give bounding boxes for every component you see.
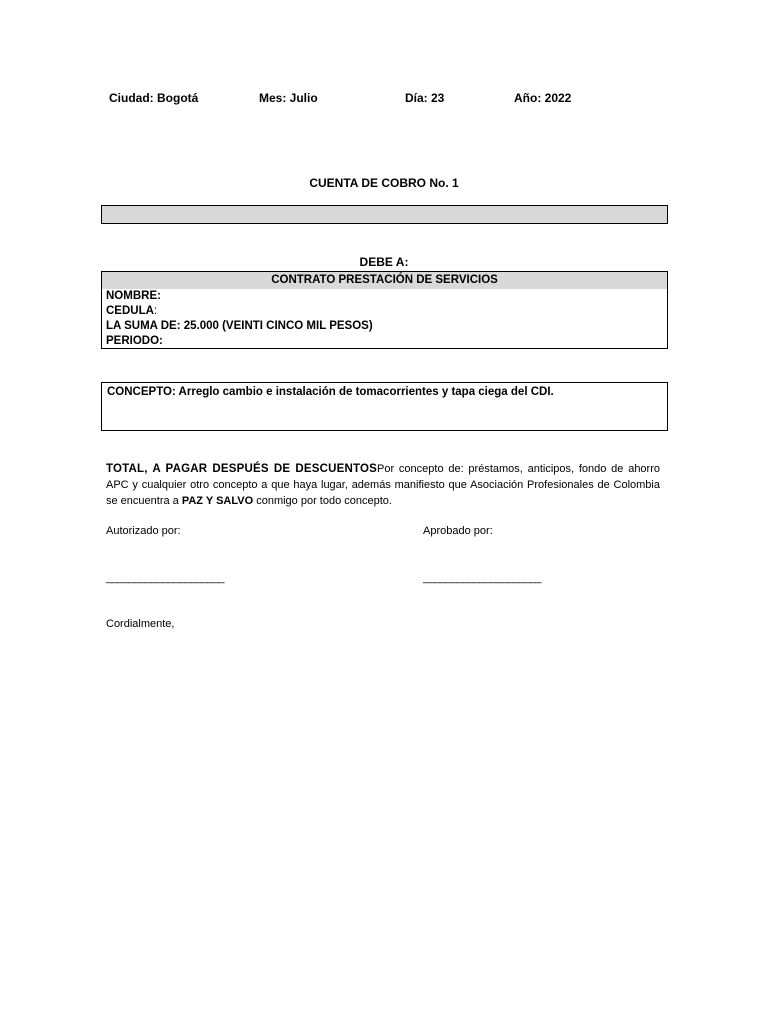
signature-line-left: _____________________ (106, 572, 224, 584)
paz-y-salvo: PAZ Y SALVO (181, 495, 254, 507)
approved-label: Aprobado por: (423, 525, 493, 537)
suma-label: LA SUMA DE: 25.000 (VEINTI CINCO MIL PESOS) (106, 320, 373, 332)
cedula-colon: : (153, 305, 158, 317)
periodo-label: PERIODO: (106, 335, 163, 347)
total-text-2: conmigo por todo concepto. (253, 495, 392, 507)
total-paragraph (106, 461, 660, 509)
concepto-text: CONCEPTO: Arreglo cambio e instalación de tomacorrientes y tapa ciega del CDI. (107, 386, 554, 398)
gray-bar (101, 205, 668, 224)
nombre-label: NOMBRE: (106, 290, 161, 302)
total-lead: TOTAL, A PAGAR DESPUÉS DE DESCUENTOS (106, 463, 378, 475)
cedula-row (102, 304, 667, 319)
year-field: Año: 2022 (514, 91, 572, 105)
concepto-box (101, 382, 668, 431)
closing-text: Cordialmente, (106, 618, 175, 630)
contract-heading: CONTRATO PRESTACIÓN DE SERVICIOS (102, 272, 667, 289)
debe-a-label: DEBE A: (359, 255, 409, 269)
month-field: Mes: Julio (259, 91, 318, 105)
cedula-label: CEDULA (106, 305, 154, 317)
signature-line-right: _____________________ (423, 572, 541, 584)
day-field: Día: 23 (405, 91, 445, 105)
contract-box (101, 271, 668, 349)
total-text-1: Por concepto de: préstamos, anticipos, fondo de ahorro APC y cualquier otro concepto a que haya lugar, además manifiesto que Asociación Profesionales de Colombia se encuentra a (106, 463, 660, 507)
document-title: CUENTA DE COBRO No. 1 (309, 176, 459, 190)
city-field: Ciudad: Bogotá (109, 91, 199, 105)
authorized-label: Autorizado por: (106, 525, 181, 537)
